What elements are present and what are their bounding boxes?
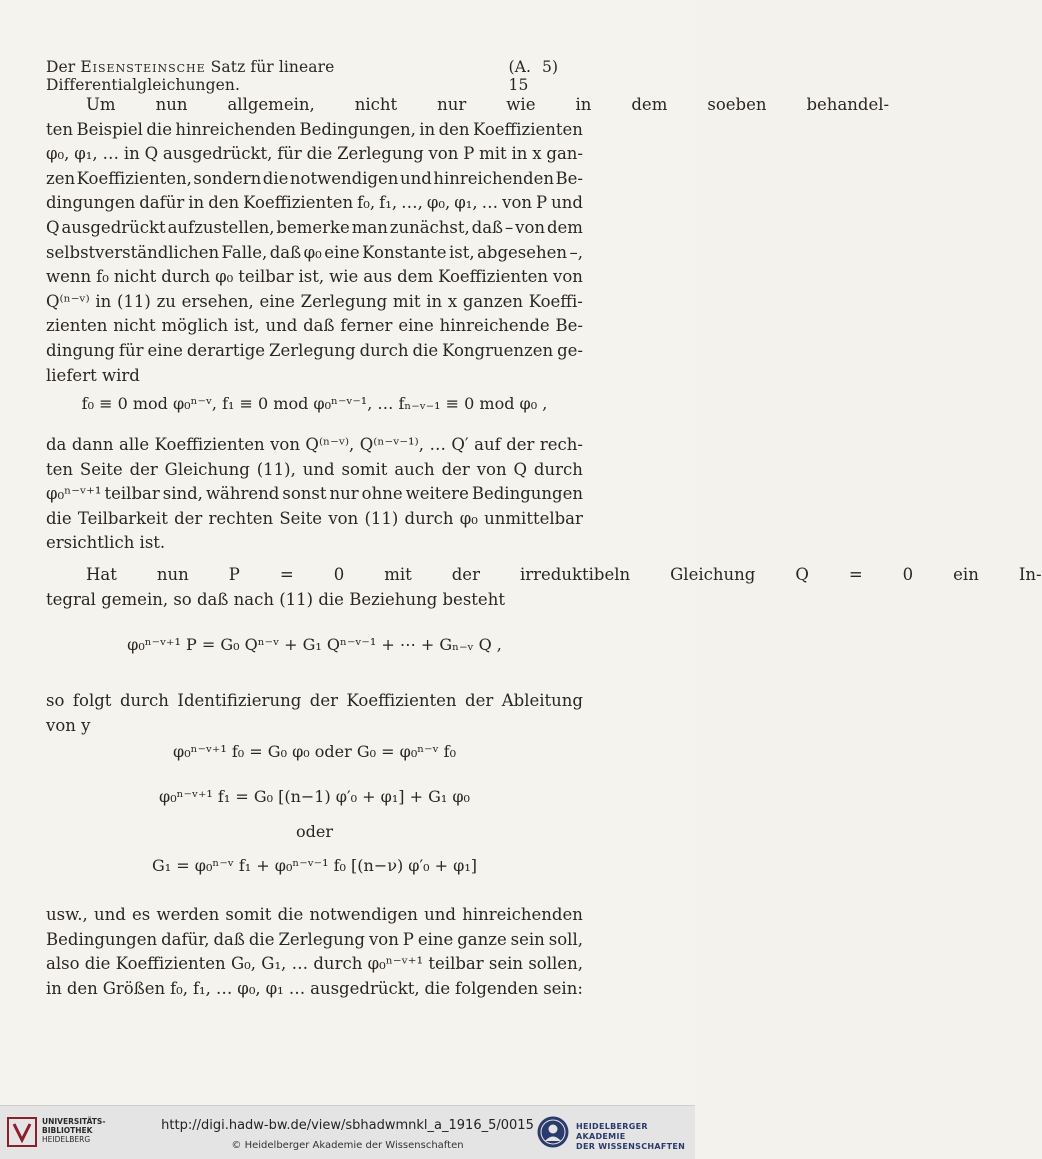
paragraph-3: [46, 563, 1042, 612]
text-line: Um nun allgemein, nicht nur wie in dem soeben behandel-: [86, 95, 890, 114]
text-line: wenn f₀ nicht durch φ₀ teilbar ist, wie aus dem Koeffizienten von: [46, 267, 583, 287]
viewer-footer: [0, 1105, 695, 1159]
text-line: usw., und es werden somit die notwendigen und hinreichenden: [46, 905, 583, 924]
text-line: ten Beispiel die hinreichenden Bedingungen, in den Koeffizienten: [46, 119, 583, 139]
formula-oder: oder: [296, 822, 333, 841]
academy-name: HEIDELBERGER AKADEMIE DER WISSENSCHAFTEN: [576, 1122, 686, 1151]
text-line: ersichtlich ist.: [46, 533, 166, 553]
text-line: selbstverständlichen Falle, daß φ₀ eine Konstante ist, abgesehen –,: [46, 242, 583, 262]
text-line: Q ausgedrückt aufzustellen, bemerke man zunächst, daß – von dem: [46, 217, 583, 237]
paragraph-2: [46, 433, 583, 556]
page-number: 15: [508, 76, 529, 94]
running-header: [46, 58, 585, 94]
text-line: so folgt durch Identifizierung der Koeffizienten der Ableitung von y: [46, 691, 583, 735]
academy-seal-icon: [536, 1115, 570, 1149]
text-line: zen Koeffizienten, sondern die notwendigen und hinreichenden Be-: [46, 168, 583, 188]
text-line: da dann alle Koeffizienten von Q⁽ⁿ⁻ᵛ⁾, Q⁽ⁿ⁻ᵛ⁻¹⁾, … Q′ auf der rech-: [46, 435, 583, 454]
paragraph-4: [46, 689, 583, 738]
header-ref: [509, 58, 585, 94]
text-line: Q⁽ⁿ⁻ᵛ⁾ in (11) zu ersehen, eine Zerlegung mit in x ganzen Koeffi-: [46, 291, 583, 311]
text-line: ten Seite der Gleichung (11), und somit auch der von Q durch: [46, 459, 583, 479]
text-line: also die Koeffizienten G₀, G₁, … durch φ₀ⁿ⁻ᵛ⁺¹ teilbar sein sollen,: [46, 954, 583, 974]
text-line: dingung für eine derartige Zerlegung durch die Kongruenzen ge-: [46, 340, 583, 360]
text-line: zienten nicht möglich ist, und daß ferner eine hinreichende Be-: [46, 316, 583, 336]
formula-congruences: f₀ ≡ 0 mod φ₀ⁿ⁻ᵛ, f₁ ≡ 0 mod φ₀ⁿ⁻ᵛ⁻¹, … fₙ₋ᵥ₋₁ ≡ 0 mod φ₀ ,: [81, 394, 548, 413]
copyright-notice: © Heidelberger Akademie der Wissenschaften: [231, 1140, 464, 1151]
formula-f1: φ₀ⁿ⁻ᵛ⁺¹ f₁ = G₀ [(n−1) φ′₀ + φ₁] + G₁ φ₀: [159, 787, 470, 806]
text-line: Bedingungen dafür, daß die Zerlegung von P eine ganze sein soll,: [46, 929, 583, 949]
section-ref: (A. 5): [508, 58, 559, 76]
text-line: dingungen dafür in den Koeffizienten f₀, f₁, …, φ₀, φ₁, … von P und: [46, 193, 583, 213]
university-library-name: UNIVERSITÄTS- BIBLIOTHEK HEIDELBERG: [42, 1117, 106, 1144]
text-line: φ₀ⁿ⁻ᵛ⁺¹ teilbar sind, während sonst nur ohne weitere Bedingungen: [46, 484, 583, 504]
header-title: Der Eisensteinsche Satz für lineare Differentialgleichungen.: [46, 58, 335, 94]
text-line: Hat nun P = 0 mit der irreduktibeln Gleichung Q = 0 ein In-: [86, 565, 1042, 584]
permalink-url[interactable]: http://digi.hadw-bw.de/view/sbhadwmnkl_a_1916_5/0015: [161, 1118, 534, 1133]
text-line: tegral gemein, so daß nach (11) die Beziehung besteht: [46, 589, 505, 609]
text-line: in den Größen f₀, f₁, … φ₀, φ₁ … ausgedrückt, die folgenden sein:: [46, 978, 583, 998]
text-line: liefert wird: [46, 365, 140, 385]
text-line: φ₀, φ₁, … in Q ausgedrückt, für die Zerlegung von P mit in x gan-: [46, 144, 583, 164]
formula-g0: φ₀ⁿ⁻ᵛ⁺¹ f₀ = G₀ φ₀ oder G₀ = φ₀ⁿ⁻ᵛ f₀: [172, 742, 456, 761]
paragraph-5: [46, 903, 583, 1001]
text-line: die Teilbarkeit der rechten Seite von (11) durch φ₀ unmittelbar: [46, 508, 583, 528]
formula-relation: φ₀ⁿ⁻ᵛ⁺¹ P = G₀ Qⁿ⁻ᵛ + G₁ Qⁿ⁻ᵛ⁻¹ + ⋯ + Gₙ₋ᵥ Q ,: [127, 635, 502, 654]
paragraph-1: [46, 93, 890, 388]
formula-g1: G₁ = φ₀ⁿ⁻ᵛ f₁ + φ₀ⁿ⁻ᵛ⁻¹ f₀ [(n−ν) φ′₀ + φ₁]: [152, 856, 477, 875]
